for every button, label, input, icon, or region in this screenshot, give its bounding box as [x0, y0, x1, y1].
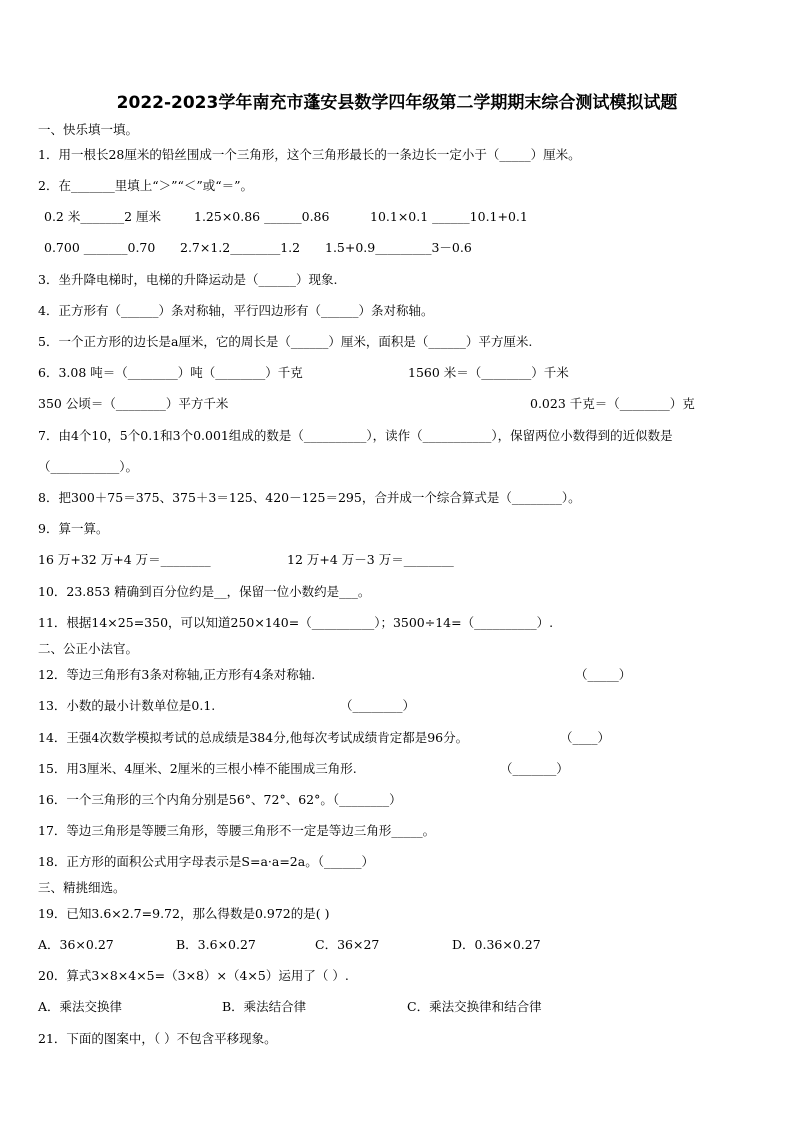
answer-blank: （_____） — [575, 667, 632, 682]
question-6-part-d: 0.023 千克＝（________）克 — [530, 396, 695, 411]
question-7: 7．由4个10，5个0.1和3个0.001组成的数是（__________），读作（___________），保留两位小数得到的近似数是 — [38, 428, 673, 443]
question-19: 19．已知3.6×2.7=9.72，那么得数是0.972的是( ) — [38, 906, 330, 921]
question-21: 21．下面的图案中，（ ）不包含平移现象。 — [38, 1031, 277, 1046]
option-b: B．乘法结合律 — [222, 999, 307, 1014]
answer-blank: （_______） — [500, 761, 569, 776]
question-5: 5．一个正方形的边长是a厘米，它的周长是（______）厘米，面积是（______）平方厘米. — [38, 334, 533, 349]
question-6-part-a: 6．3.08 吨＝（________）吨（________）千克 — [38, 365, 303, 380]
section-heading-fill-in: 一、快乐填一填。 — [38, 122, 139, 137]
answer-blank: （________） — [340, 698, 416, 713]
question-12: 12．等边三角形有3条对称轴,正方形有4条对称轴. — [38, 667, 316, 682]
section-heading-true-false: 二、公正小法官。 — [38, 641, 139, 656]
question-17: 17．等边三角形是等腰三角形，等腰三角形不一定是等边三角形_____。 — [38, 823, 436, 838]
question-9-part-a: 16 万+32 万+4 万＝________ — [38, 552, 211, 567]
question-9-part-b: 12 万+4 万－3 万＝________ — [287, 552, 454, 567]
question-16: 16．一个三角形的三个内角分别是56°、72°、62°。（________） — [38, 792, 402, 807]
option-c: C．乘法交换律和结合律 — [407, 999, 542, 1014]
question-1: 1．用一根长28厘米的铅丝围成一个三角形，这个三角形最长的一条边长一定小于（_____）厘米。 — [38, 147, 581, 162]
question-2-item: 0.2 米_______2 厘米 — [44, 209, 162, 224]
option-a: A．36×0.27 — [38, 937, 114, 952]
question-7-continued: （___________）。 — [38, 459, 139, 474]
option-a: A．乘法交换律 — [38, 999, 123, 1014]
question-6-part-c: 350 公顷＝（________）平方千米 — [38, 396, 229, 411]
page-title: 2022-2023学年南充市蓬安县数学四年级第二学期期末综合测试模拟试题 — [116, 93, 678, 113]
option-c: C．36×27 — [315, 937, 380, 952]
section-heading-multiple-choice: 三、精挑细选。 — [38, 880, 126, 895]
question-13: 13．小数的最小计数单位是0.1. — [38, 698, 216, 713]
question-14: 14．王强4次数学模拟考试的总成绩是384分,他每次考试成绩肯定都是96分。 — [38, 730, 469, 745]
question-2-item: 10.1×0.1 ______10.1+0.1 — [370, 209, 528, 224]
answer-blank: （____） — [560, 730, 611, 745]
question-10: 10．23.853 精确到百分位约是__，保留一位小数约是___。 — [38, 584, 371, 599]
question-3: 3．坐升降电梯时，电梯的升降运动是（______）现象. — [38, 272, 338, 287]
question-2-item: 1.25×0.86 ______0.86 — [194, 209, 330, 224]
question-15: 15．用3厘米、4厘米、2厘米的三根小棒不能围成三角形. — [38, 761, 357, 776]
question-2-item: 0.700 _______0.70 — [44, 240, 156, 255]
question-4: 4．正方形有（______）条对称轴，平行四边形有（______）条对称轴。 — [38, 303, 434, 318]
question-2: 2．在_______里填上“＞”“＜”或“＝”。 — [38, 178, 254, 193]
question-11: 11．根据14×25=350，可以知道250×140=（__________）；3500÷14=（__________）. — [38, 615, 554, 630]
option-b: B．3.6×0.27 — [176, 937, 256, 952]
question-2-item: 1.5+0.9_________3－0.6 — [325, 240, 472, 255]
question-9: 9．算一算。 — [38, 521, 109, 536]
question-2-item: 2.7×1.2________1.2 — [180, 240, 301, 255]
question-18: 18．正方形的面积公式用字母表示是S=a·a=2a。（______） — [38, 854, 374, 869]
option-d: D．0.36×0.27 — [452, 937, 541, 952]
question-6-part-b: 1560 米＝（________）千米 — [408, 365, 569, 380]
question-8: 8．把300＋75＝375、375＋3＝125、420－125＝295，合并成一个综合算式是（________）。 — [38, 490, 581, 505]
question-20: 20．算式3×8×4×5=（3×8）×（4×5）运用了（ ）. — [38, 968, 349, 983]
